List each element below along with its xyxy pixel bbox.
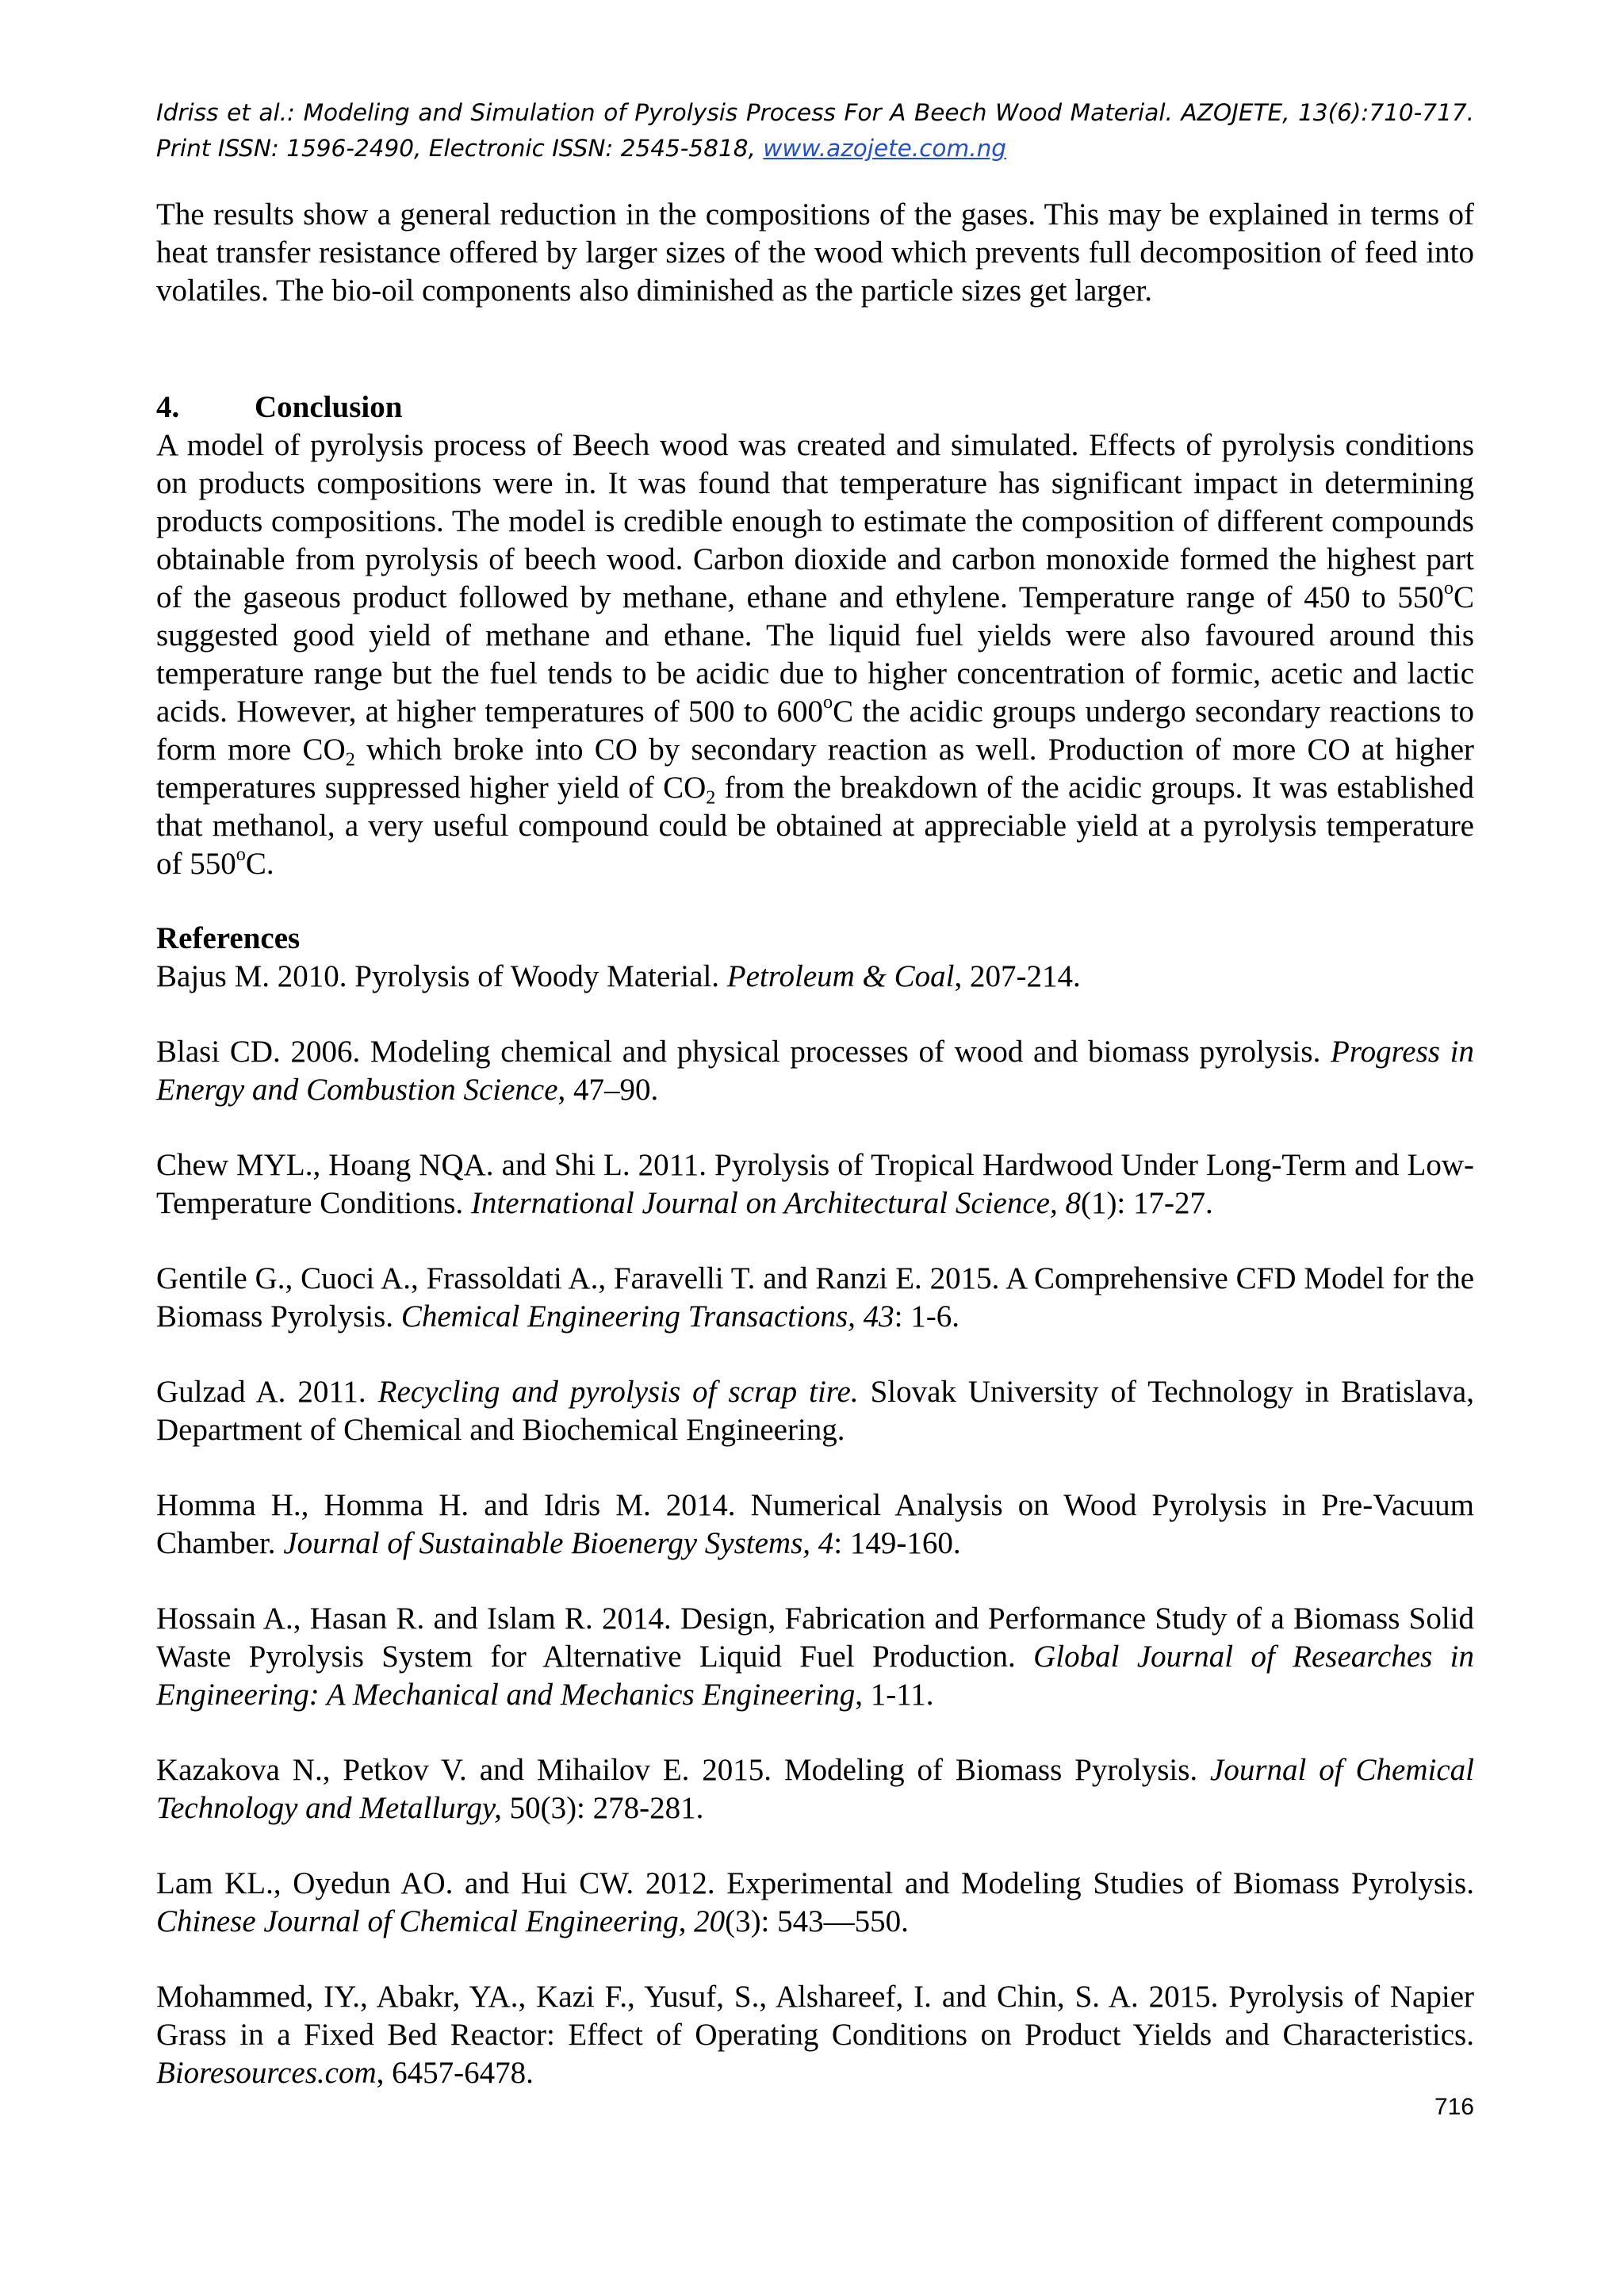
page-number: 716 bbox=[1434, 2094, 1474, 2120]
reference-item: Homma H., Homma H. and Idris M. 2014. Numerical Analysis on Wood Pyrolysis in Pre-Vacuum Chamber. Journal of Sustainable Bioenergy Systems, 4: 149-160. bbox=[156, 1488, 1474, 1560]
references-heading: References bbox=[156, 921, 301, 955]
reference-item: Blasi CD. 2006. Modeling chemical and physical processes of wood and biomass pyrolysis. Progress in Energy and Combustion Science, 47–90. bbox=[156, 1035, 1474, 1107]
section-title: Conclusion bbox=[255, 390, 403, 424]
journal-website-link[interactable]: www.azojete.com.ng bbox=[763, 135, 1007, 162]
reference-item: Kazakova N., Petkov V. and Mihailov E. 2015. Modeling of Biomass Pyrolysis. Journal of Chemical Technology and Metallurgy, 50(3): 278-281. bbox=[156, 1753, 1474, 1825]
reference-item: Lam KL., Oyedun AO. and Hui CW. 2012. Experimental and Modeling Studies of Biomass Pyrolysis. Chinese Journal of Chemical Engineering, 20(3): 543—550. bbox=[156, 1866, 1474, 1938]
running-header bbox=[156, 95, 1474, 166]
reference-item: Mohammed, IY., Abakr, YA., Kazi F., Yusuf, S., Alshareef, I. and Chin, S. A. 2015. Pyrolysis of Napier Grass in a Fixed Bed Reactor: Effect of Operating Conditions on Product Yields and Characteristics. Bioresources.com, 6457-6478. bbox=[156, 1980, 1474, 2090]
reference-item: Hossain A., Hasan R. and Islam R. 2014. Design, Fabrication and Performance Study of a Biomass Solid Waste Pyrolysis System for Alternative Liquid Fuel Production. Global Journal of Researches in Engineering: A Mechanical and Mechanics Engineering, 1-11. bbox=[156, 1601, 1475, 1712]
reference-item: Gentile G., Cuoci A., Frassoldati A., Faravelli T. and Ranzi E. 2015. A Comprehensive CFD Model for the Biomass Pyrolysis. Chemical Engineering Transactions, 43: 1-6. bbox=[156, 1261, 1474, 1334]
reference-item: Gulzad A. 2011. Recycling and pyrolysis of scrap tire. Slovak University of Technology in Bratislava, Department of Chemical and Biochemical Engineering. bbox=[156, 1375, 1474, 1447]
header-citation: Idriss et al.: Modeling and Simulation of Pyrolysis Process For A Beech Wood Material. AZOJETE, 13(6):710-717. Print ISSN: 1596-2490, Electronic ISSN: 2545-5818, bbox=[156, 99, 1474, 162]
conclusion-paragraph: A model of pyrolysis process of Beech wood was created and simulated. Effects of pyrolysis conditions on products compositions were in. It was found that temperature has significant impact in determining products compositions. The model is credible enough to estimate the composition of different compounds obtainable from pyrolysis of beech wood. Carbon dioxide and carbon monoxide formed the highest part of the gaseous product followed by methane, ethane and ethylene. Temperature range of 450 to 550$^o$C suggested good yield of methane and ethane. The liquid fuel yields were also favoured around this temperature range but the fuel tends to be acidic due to higher concentration of formic, acetic and lactic acids. However, at higher temperatures of 500 to 600$^o$C the acidic groups undergo secondary reactions to form more $CO_2$ which broke into CO by secondary reaction as well. Production of more CO at higher temperatures suppressed higher yield of $CO_2$ from the breakdown of the acidic groups. It was established that methanol, a very useful compound could be obtained at appreciable yield at a pyrolysis temperature of 550$^o$C. bbox=[156, 428, 1474, 881]
section-number: 4. bbox=[156, 390, 180, 424]
section-heading-conclusion bbox=[156, 388, 1474, 427]
intro-paragraph: The results show a general reduction in the compositions of the gases. This may be explained in terms of heat transfer resistance offered by larger sizes of the wood which prevents full decomposition of feed into volatiles. The bio-oil components also diminished as the particle sizes get larger. bbox=[156, 197, 1474, 308]
reference-item: Chew MYL., Hoang NQA. and Shi L. 2011. Pyrolysis of Tropical Hardwood Under Long-Term and Low-Temperature Conditions. International Journal on Architectural Science, 8(1): 17-27. bbox=[156, 1148, 1474, 1220]
reference-item: Bajus M. 2010. Pyrolysis of Woody Material. Petroleum & Coal, 207-214. bbox=[156, 959, 1081, 993]
